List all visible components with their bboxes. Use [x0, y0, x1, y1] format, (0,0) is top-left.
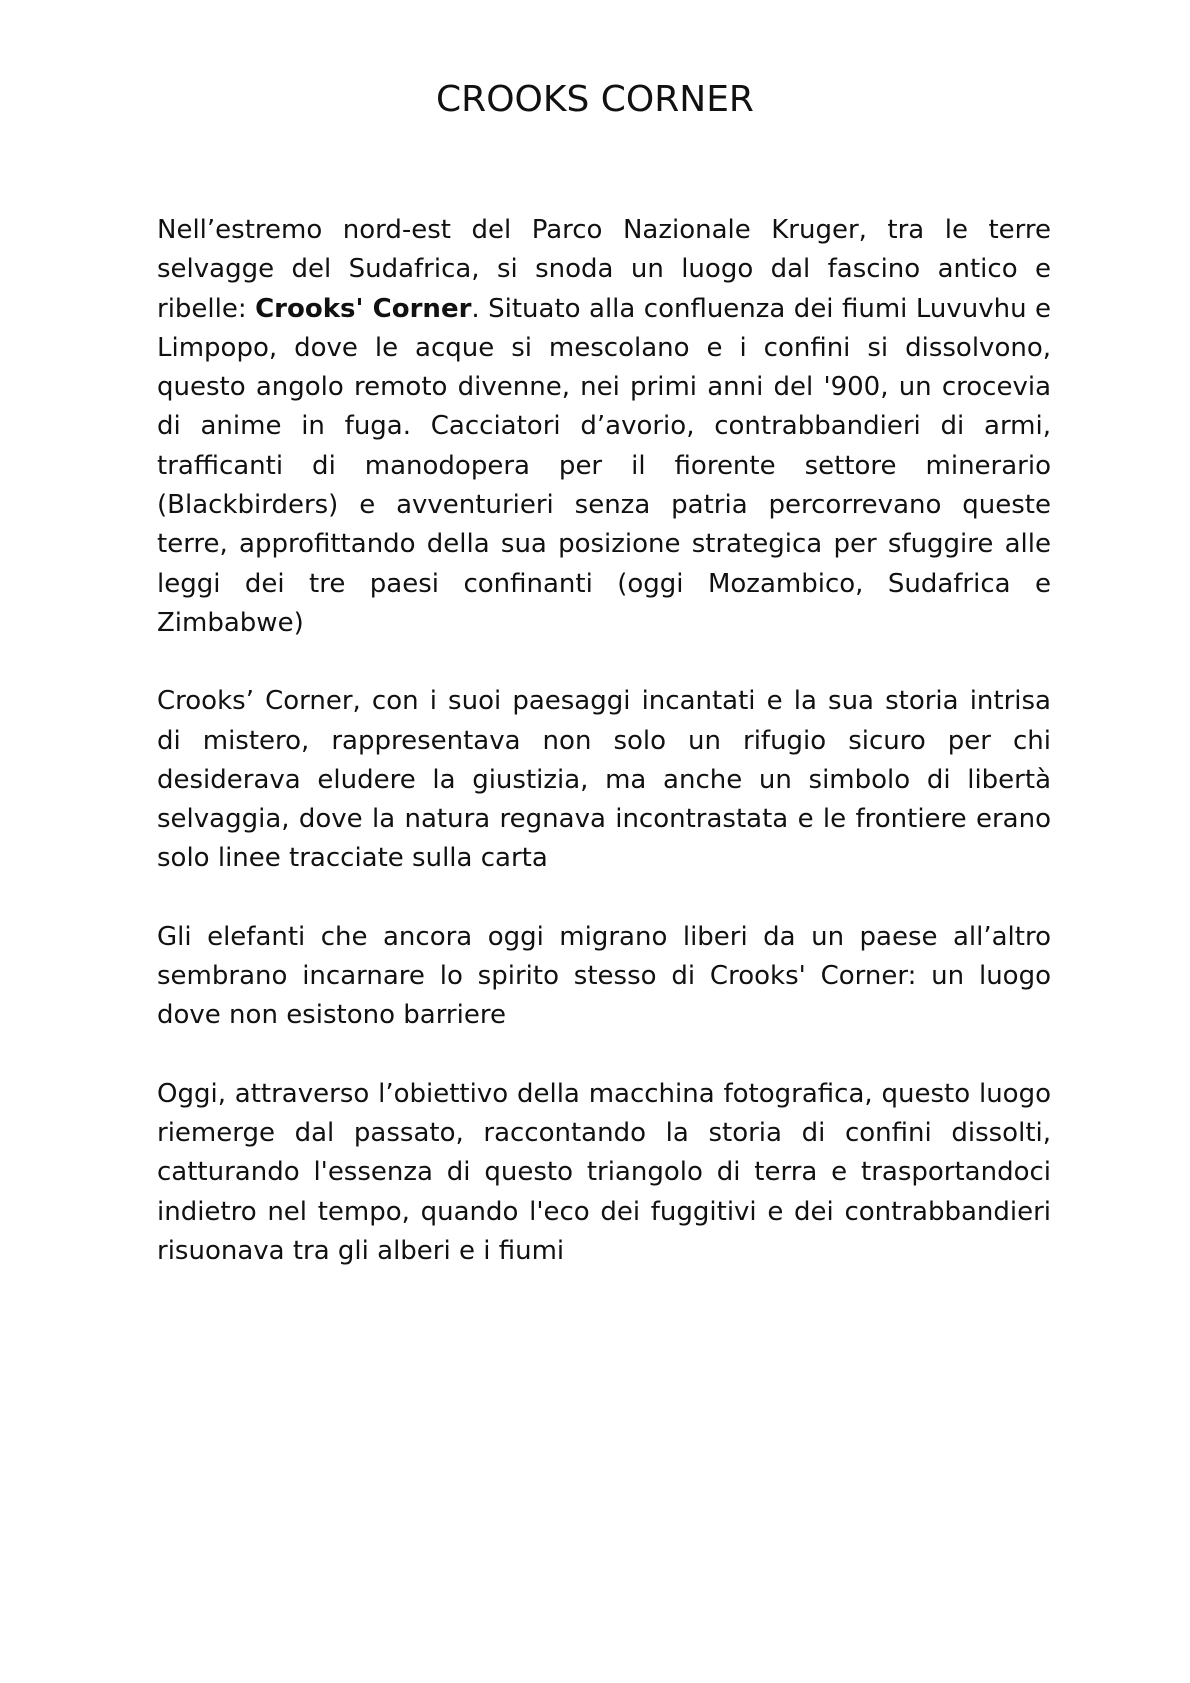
- paragraph-intro: [157, 211, 1051, 643]
- paragraph-refuge: Crooks’ Corner, con i suoi paesaggi incantati e la sua storia intrisa di mistero, rappresentava non solo un rifugio sicuro per chi desiderava eludere la giustizia, ma anche un simbolo di libertà selvaggia, dove la natura regnava incontrastata e le frontiere erano solo linee tracciate sulla carta: [157, 686, 1051, 874]
- paragraph-intro-start: Nell’estremo nord-est del Parco Nazionale Kruger, tra le terre selvagge del Sudafrica, si snoda un luogo dal fascino antico e ribelle:: [157, 215, 1051, 324]
- place-name-bold: Crooks' Corner: [255, 293, 472, 324]
- document-body: [157, 211, 1051, 1310]
- page-title: CROOKS CORNER: [436, 79, 754, 120]
- paragraph-photography: Oggi, attraverso l’obiettivo della macchina fotografica, questo luogo riemerge dal passato, raccontando la storia di confini dissolti, catturando l'essenza di questo triangolo di terra e trasportandoci indietro nel tempo, quando l'eco dei fuggitivi e dei contrabbandieri risuonava tra gli alberi e i fiumi: [157, 1078, 1051, 1266]
- paragraph-intro-end: . Situato alla confluenza dei fiumi Luvuvhu e Limpopo, dove le acque si mescolano e i confini si dissolvono, questo angolo remoto divenne, nei primi anni del '900, un crocevia di anime in fuga. Cacciatori d’avorio, contrabbandieri di armi, trafficanti di manodopera per il fiorente settore minerario (Blackbirders) e avventurieri senza patria percorrevano queste terre, approfittando della sua posizione strategica per sfuggire alle leggi dei tre paesi confinanti (oggi Mozambico, Sudafrica e Zimbabwe): [157, 293, 1052, 638]
- paragraph-elephants: Gli elefanti che ancora oggi migrano liberi da un paese all’altro sembrano incarnare lo spirito stesso di Crooks' Corner: un luogo dove non esistono barriere: [157, 921, 1051, 1031]
